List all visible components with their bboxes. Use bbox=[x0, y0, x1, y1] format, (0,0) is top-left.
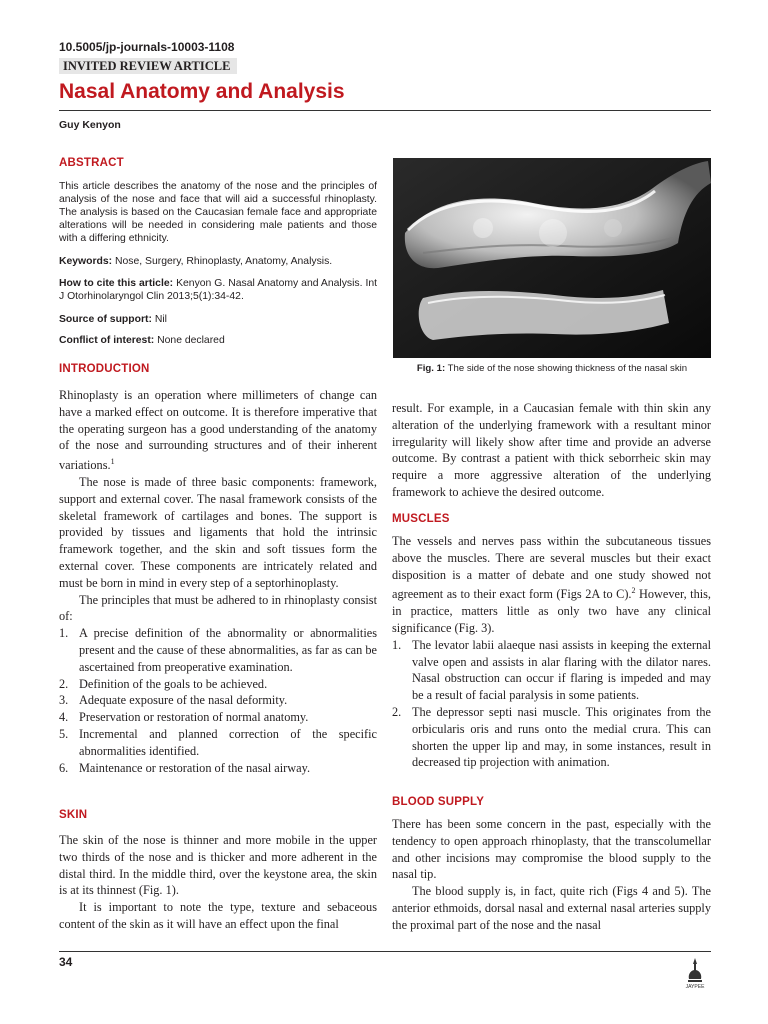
principles-list bbox=[59, 625, 377, 776]
blood-supply-body bbox=[392, 816, 711, 934]
page-number: 34 bbox=[59, 955, 73, 969]
publisher-logo-text: JAYPEE bbox=[685, 984, 705, 990]
conflict-value: None declared bbox=[157, 335, 225, 346]
keywords bbox=[59, 255, 377, 268]
muscles-list bbox=[392, 637, 711, 771]
article-title: Nasal Anatomy and Analysis bbox=[59, 80, 345, 103]
intro-paragraph-3: The principles that must be adhered to in rhinoplasty consist of: bbox=[59, 592, 377, 624]
figure-1-caption bbox=[393, 363, 711, 375]
skin-paragraph-2: It is important to note the type, texture and sebaceous content of the skin as it will have an effect upon the final bbox=[59, 900, 377, 931]
title-rule bbox=[59, 110, 711, 111]
skin-heading: SKIN bbox=[59, 809, 88, 821]
publisher-logo-icon bbox=[684, 956, 706, 990]
skin-continuation: result. For example, in a Caucasian female with thin skin any alteration of the underlying framework with a resultant minor irregularity will likely show after time and provide an adverse outcome. By contrast a patient with thick seborrheic skin may require a more aggressive alteration of the underlying framework to achieve the desired outcome. bbox=[392, 401, 711, 499]
list-item: 5. Incremental and planned correction of the specific abnormalities identified. bbox=[59, 727, 377, 758]
support-label: Source of support: bbox=[59, 314, 152, 325]
list-item: 6. Maintenance or restoration of the nasal airway. bbox=[59, 760, 311, 775]
list-item: 2. Definition of the goals to be achieved. bbox=[59, 676, 268, 691]
keywords-label: Keywords: bbox=[59, 256, 113, 267]
nasal-skin-image bbox=[393, 158, 711, 358]
skin-paragraph-1: The skin of the nose is thinner and more mobile in the upper two thirds of the nose and is thicker and more adherent in the distal third. In the middle third, over the keystone area, the skin is at its thinnest (Fig. 1). bbox=[59, 833, 377, 898]
list-item: 2. The depressor septi nasi muscle. This originates from the orbicularis oris and runs onto the medial crura. This can shorten the upper lip and may, in some instances, result in decreased tip projection with animation. bbox=[392, 705, 711, 770]
intro-paragraph-1: Rhinoplasty is an operation where millimeters of change can have a marked effect on outcome. It is therefore imperative that the operating surgeon has a good understanding of the anatomy of the nose and surrounding structures and of their inherent variations.$^1$ bbox=[59, 388, 377, 473]
conflict-label: Conflict of interest: bbox=[59, 335, 155, 346]
footer-rule bbox=[59, 951, 711, 952]
cite-label: How to cite this article: bbox=[59, 278, 174, 289]
source-of-support bbox=[59, 313, 377, 326]
skin-body bbox=[59, 832, 377, 933]
list-item: 4. Preservation or restoration of normal anatomy. bbox=[59, 710, 309, 725]
doi-line: 10.5005/jp-journals-10003-1108 bbox=[59, 40, 235, 54]
article-type-badge: INVITED REVIEW ARTICLE bbox=[59, 58, 237, 74]
figure-label: Fig. 1: bbox=[416, 363, 446, 374]
conflict-of-interest bbox=[59, 334, 377, 347]
list-item: 1. A precise definition of the abnormality or abnormalities present and the cause of these abnormalities, as far as can be ascertained from preoperative examination. bbox=[59, 626, 377, 674]
muscles-paragraph-1: The vessels and nerves pass within the subcutaneous tissues above the muscles. There are several muscles but their exact disposition is a matter of debate and one study showed not agreement as to their exact form (Figs 2A to C).$^2$ However, this, in practice, matters little as only two have any clinical significance (Fig. 3). bbox=[392, 534, 711, 636]
keywords-value: Nose, Surgery, Rhinoplasty, Anatomy, Analysis. bbox=[115, 256, 333, 267]
introduction-body bbox=[59, 387, 377, 776]
muscles-heading: MUSCLES bbox=[392, 513, 450, 525]
list-item: 3. Adequate exposure of the nasal deformity. bbox=[59, 693, 288, 708]
blood-supply-heading: BLOOD SUPPLY bbox=[392, 796, 485, 808]
blood-paragraph-1: There has been some concern in the past, especially with the tendency to open approach rhinoplasty, that the transcolumellar and other incisions may compromise the blood supply to the nasal tip. bbox=[392, 817, 711, 882]
muscles-body bbox=[392, 533, 711, 771]
author-name: Guy Kenyon bbox=[59, 119, 121, 131]
blood-paragraph-2: The blood supply is, in fact, quite rich (Figs 4 and 5). The anterior ethmoids, dorsal nasal and external nasal arteries supply the proximal part of the nose and the nasal bbox=[392, 884, 711, 932]
figure-caption-text: The side of the nose showing thickness of the nasal skin bbox=[447, 363, 688, 374]
figure-1-nasal-skin-photo bbox=[393, 158, 711, 358]
introduction-heading: INTRODUCTION bbox=[59, 363, 150, 375]
intro-paragraph-2: The nose is made of three basic components: framework, support and external cover. The nasal framework consists of the skeletal framework of cartilages and bones. The support is provided by tissues and ligaments that hold the intrinsic framework together, and the skin and soft tissues form the external cover. These components are intricately related and must be born in mind in every step of a septorhinoplasty. bbox=[59, 475, 377, 590]
abstract-text: This article describes the anatomy of the nose and the principles of analysis of the nose and face that will aid a successful rhinoplasty. The analysis is based on the Caucasian female face and appropriate alterations will be needed in considering male patients and those with a differing ethnicity. bbox=[59, 181, 377, 244]
abstract-heading: ABSTRACT bbox=[59, 157, 124, 169]
list-item: 1. The levator labii alaeque nasi assists in keeping the external valve open and assists in alar flaring with the dilator nares. Nasal obstruction can occur if flaring is impeded and may be a result of facial paralysis in some patients. bbox=[392, 637, 711, 703]
support-value: Nil bbox=[154, 314, 167, 325]
citation bbox=[59, 277, 377, 303]
cite-value: Kenyon G. Nasal Anatomy and Analysis. Int J Otorhinolaryngol Clin 2013;5(1):34-42. bbox=[59, 278, 378, 302]
